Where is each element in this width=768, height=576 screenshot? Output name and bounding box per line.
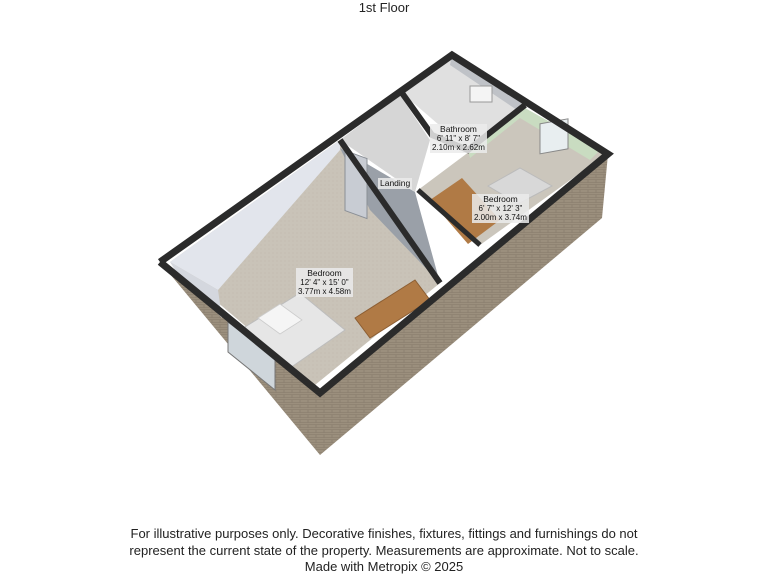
- room-label-bathroom: [430, 124, 487, 153]
- room-label-bedroom-2: [472, 194, 529, 223]
- room-name: Bedroom: [307, 268, 342, 278]
- disclaimer: [0, 526, 768, 576]
- room-name: Bedroom: [483, 194, 518, 204]
- room-name: Bathroom: [440, 124, 477, 134]
- disclaimer-line-1: For illustrative purposes only. Decorative finishes, fixtures, fittings and furnishings do not: [130, 526, 638, 541]
- floor-title: 1st Floor: [358, 0, 410, 15]
- room-metric: 2.10m x 2.62m: [432, 143, 485, 152]
- bathroom-window: [470, 86, 492, 102]
- disclaimer-line-2: represent the current state of the property. Measurements are approximate. Not to scale.: [129, 542, 639, 558]
- room-label-bedroom-1: [296, 268, 353, 297]
- disclaimer-line-3: Made with Metropix © 2025: [304, 559, 464, 574]
- room-imperial: 6' 11" x 8' 7": [436, 134, 481, 143]
- room-metric: 3.77m x 4.58m: [298, 287, 351, 296]
- room-imperial: 12' 4" x 15' 0": [300, 278, 349, 287]
- room-label-landing: [378, 178, 412, 189]
- room-metric: 2.00m x 3.74m: [474, 213, 527, 222]
- room-imperial: 6' 7" x 12' 3": [478, 204, 523, 213]
- room-name: Landing: [380, 178, 411, 188]
